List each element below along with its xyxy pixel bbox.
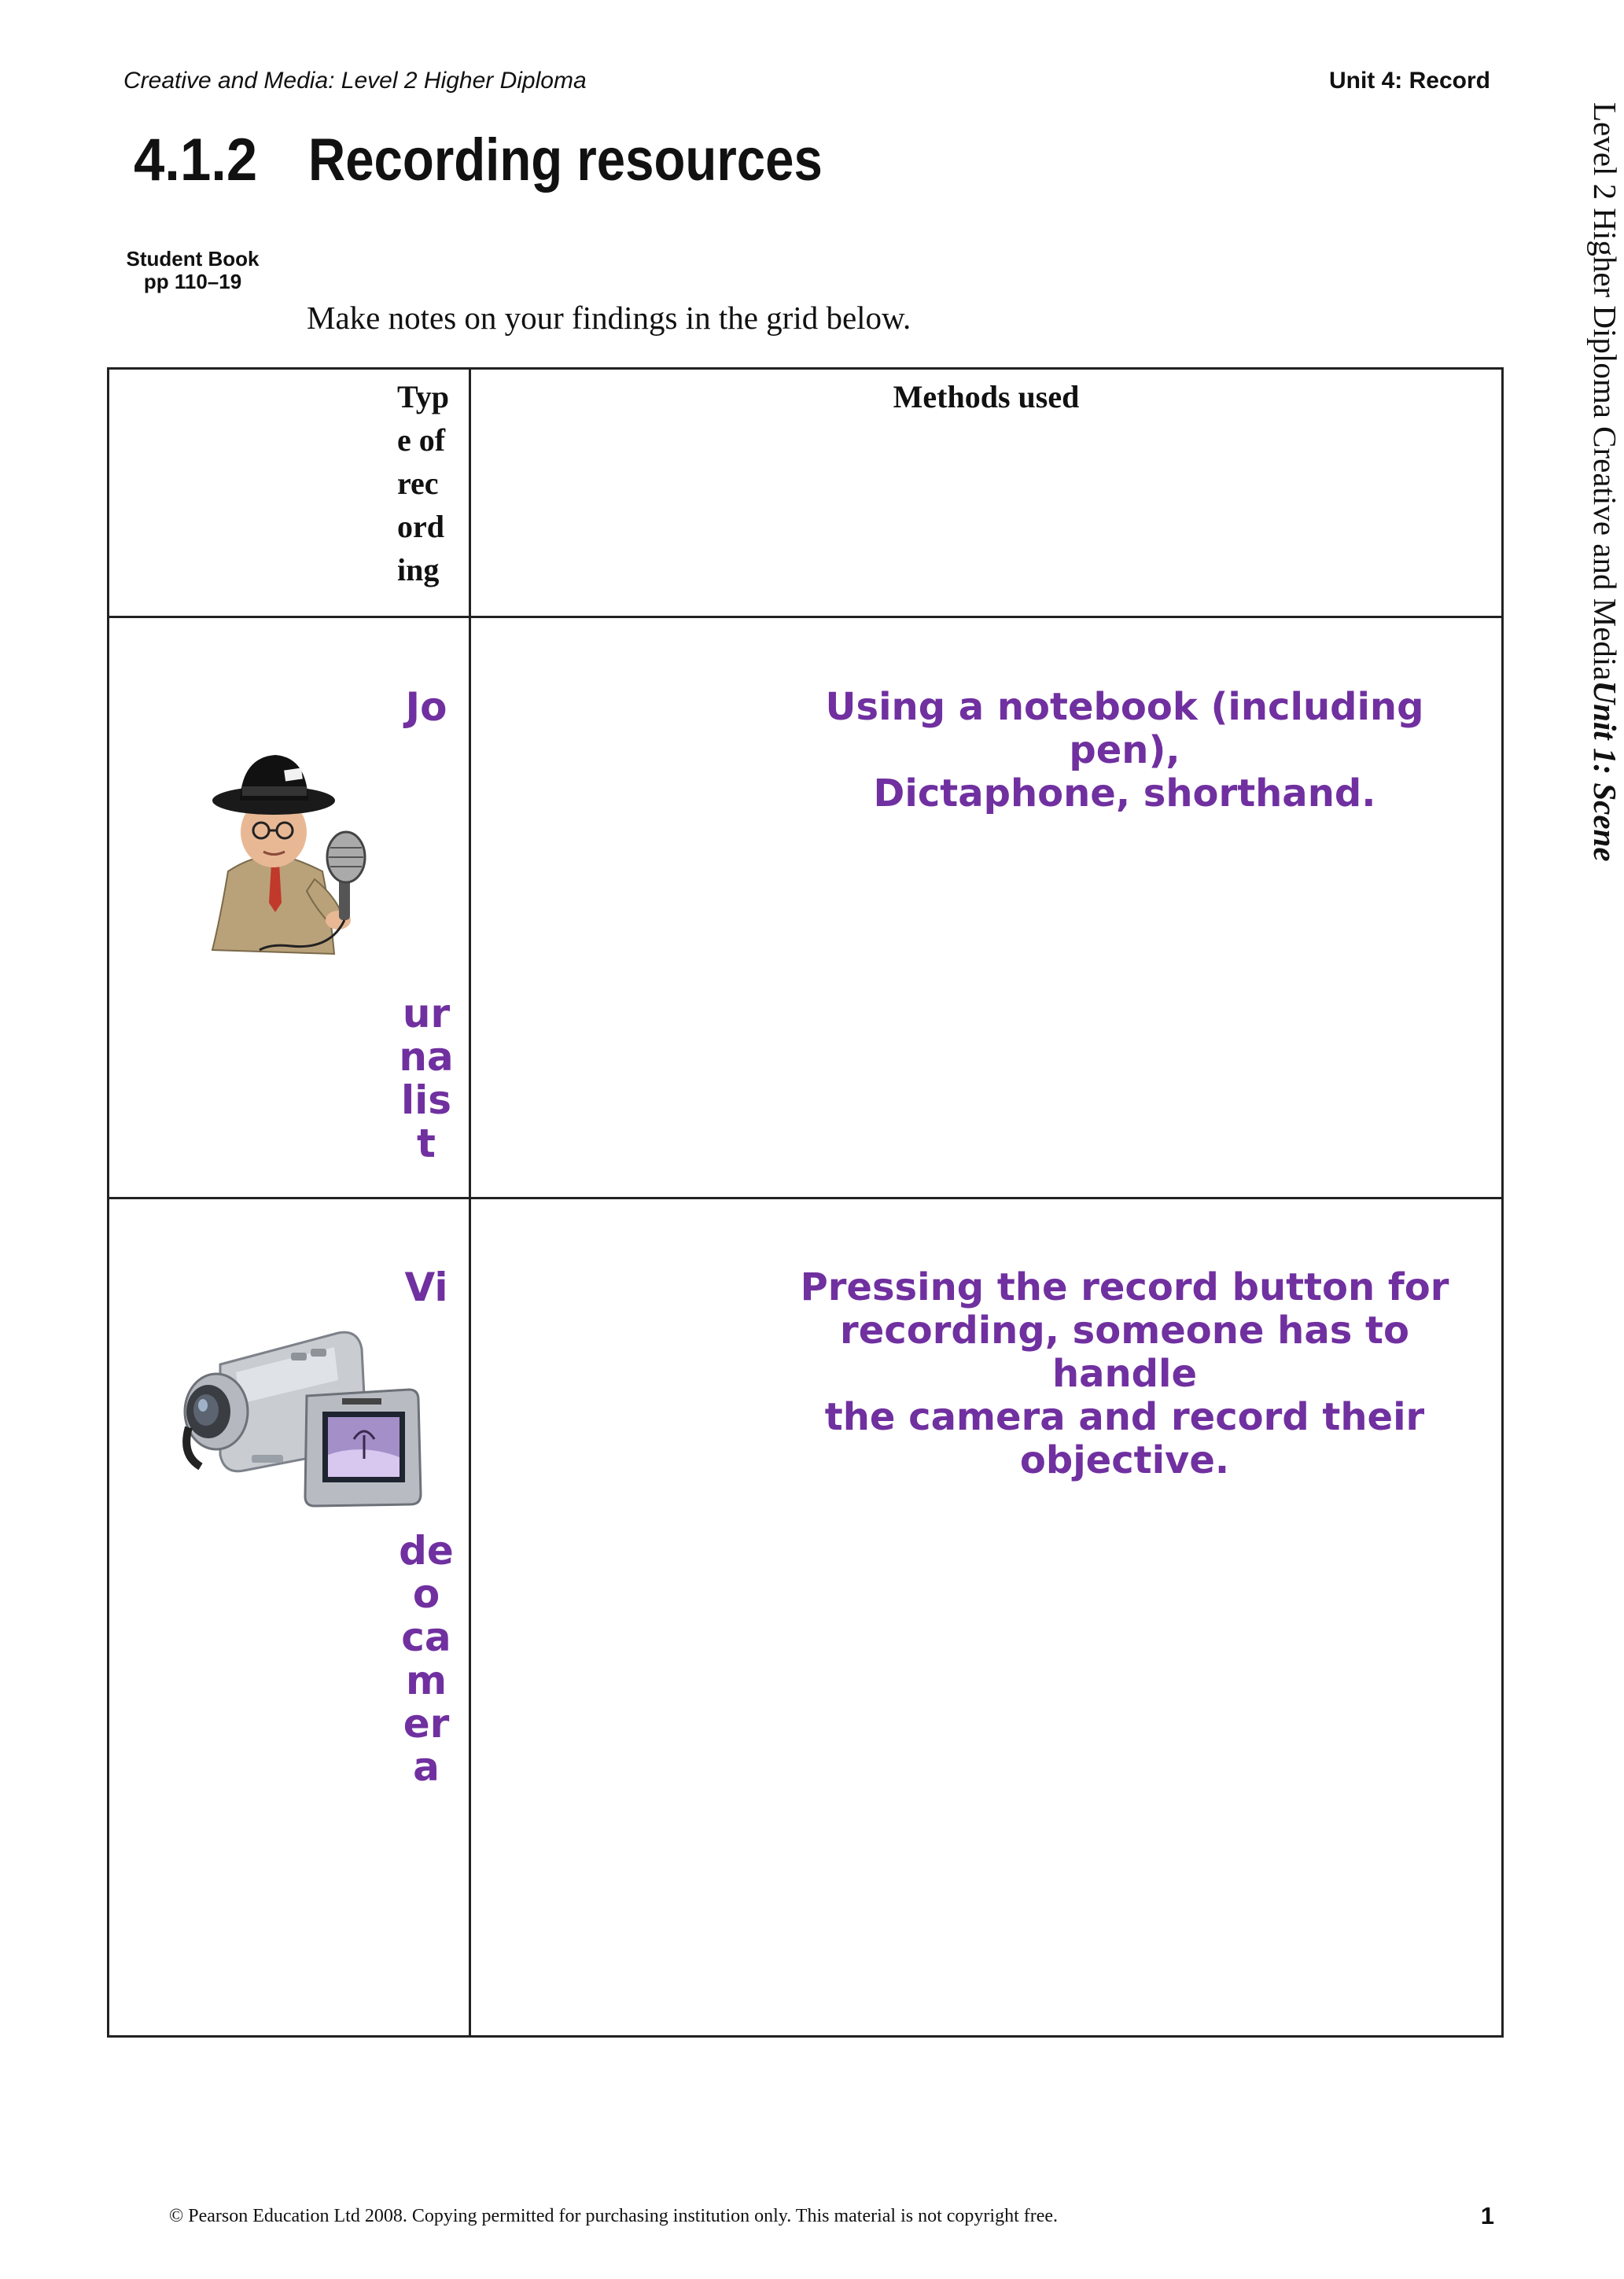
running-header-right: Unit 4: Record	[1328, 68, 1490, 94]
row-1-methods	[771, 686, 1479, 816]
header-type-line: e of	[397, 422, 446, 458]
type-fragment: lis	[400, 1077, 452, 1123]
header-type-line: rec	[397, 466, 439, 501]
student-book-label: Student Book	[126, 247, 260, 271]
type-fragment: er	[403, 1701, 450, 1747]
student-book-reference	[110, 248, 275, 293]
methods-line: recording, someone has to handle	[840, 1309, 1409, 1396]
header-type-line: ord	[397, 509, 444, 544]
header-type-line: Typ	[397, 379, 449, 414]
running-header-left: Creative and Media: Level 2 Higher Diploma	[123, 68, 587, 94]
type-fragment: Vi	[404, 1265, 448, 1310]
page-title: Recording resources	[308, 127, 823, 193]
header-type-of-recording	[397, 375, 460, 591]
row-2-type-bottom	[379, 1530, 473, 1789]
grid-row-divider-1	[107, 616, 1504, 618]
type-fragment: m	[405, 1658, 447, 1703]
methods-line: Dictaphone, shorthand.	[873, 771, 1376, 816]
student-book-pages: pp 110–19	[143, 270, 242, 293]
journalist-image	[197, 738, 385, 966]
methods-line: the camera and record their	[824, 1395, 1425, 1439]
methods-line: objective.	[1019, 1438, 1230, 1482]
side-text-unit: Unit 1: Scene	[1587, 680, 1623, 862]
instruction-text: Make notes on your findings in the grid below.	[307, 300, 911, 336]
video-camera-image	[173, 1317, 425, 1530]
type-fragment: ca	[401, 1614, 451, 1660]
header-methods-used: Methods used	[893, 379, 1080, 414]
page-number: 1	[1480, 2202, 1494, 2229]
methods-line: Pressing the record button for	[800, 1265, 1449, 1309]
type-fragment: na	[399, 1034, 454, 1080]
row-2-methods	[771, 1266, 1479, 1482]
type-fragment: ur	[402, 991, 451, 1036]
type-fragment: de	[399, 1528, 454, 1574]
side-running-text	[1553, 102, 1624, 873]
header-type-line: ing	[397, 552, 440, 587]
section-number: 4.1.2	[134, 127, 258, 193]
grid-row-divider-2	[107, 1197, 1504, 1199]
type-fragment: t	[417, 1121, 436, 1166]
type-fragment: Jo	[405, 684, 447, 730]
methods-line: Using a notebook (including pen),	[825, 685, 1424, 772]
side-text-main: Level 2 Higher Diploma Creative and Media	[1587, 102, 1623, 681]
copyright-footer: © Pearson Education Ltd 2008. Copying permitted for purchasing institution only. This material is not copyright free.	[169, 2206, 1059, 2226]
row-1-type-bottom	[379, 992, 473, 1165]
type-fragment: a	[413, 1744, 440, 1790]
row-1-type-top	[379, 686, 473, 729]
type-fragment: o	[412, 1571, 440, 1617]
row-2-type-top	[379, 1266, 473, 1309]
